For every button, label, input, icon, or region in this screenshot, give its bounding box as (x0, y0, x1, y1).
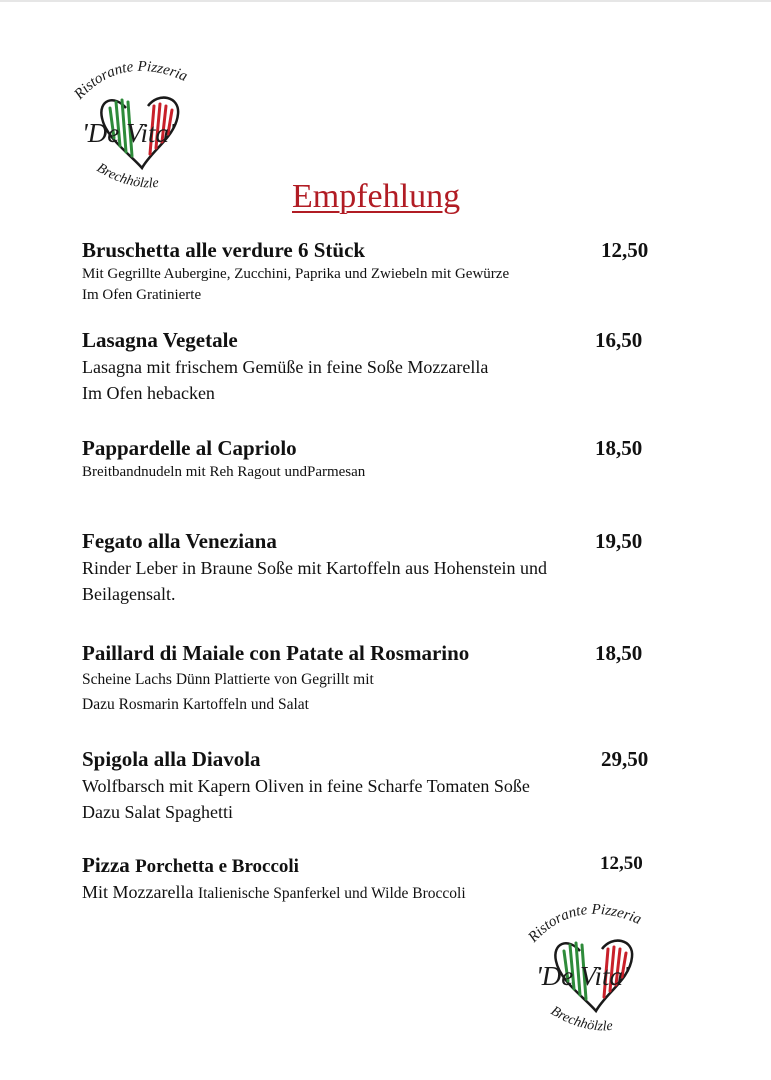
item-name: Paillard di Maiale con Patate al Rosmarino (82, 641, 470, 665)
item-name: Bruschetta alle verdure 6 Stück (82, 238, 366, 262)
logo-name: 'De Vita' (536, 961, 629, 991)
menu-item (82, 238, 662, 306)
item-price: 29,50 (601, 747, 649, 771)
item-price: 12,50 (600, 853, 643, 874)
item-price: 12,50 (601, 238, 649, 262)
logo-place: Brechhölzle (94, 160, 160, 192)
desc-lead: Mit Mozzarella (82, 882, 198, 902)
menu-item (82, 529, 662, 607)
item-name: Lasagna Vegetale (82, 328, 238, 352)
item-description: Beilagensalt. (82, 584, 176, 604)
item-name: Spigola alla Diavola (82, 747, 261, 771)
item-description: Scheine Lachs Dünn Plattierte von Gegrillt mit (82, 671, 374, 688)
logo-line-top: Ristorante Pizzeria (71, 58, 190, 103)
item-description: Dazu Rosmarin Kartoffeln und Salat (82, 696, 309, 713)
menu-item (82, 328, 662, 406)
item-name (82, 853, 299, 878)
item-description: Breitbandnudeln mit Reh Ragout undParmesan (82, 464, 366, 480)
menu-item (82, 747, 662, 825)
restaurant-logo (68, 50, 218, 200)
logo-place: Brechhölzle (548, 1003, 614, 1035)
restaurant-logo-bottom (522, 893, 672, 1043)
item-price: 16,50 (595, 328, 643, 352)
logo-line-top: Ristorante Pizzeria (525, 901, 644, 946)
item-description: Im Ofen hebacken (82, 383, 215, 403)
item-name-lead: Pizza (82, 853, 136, 877)
item-description: Rinder Leber in Braune Soße mit Kartoffeln aus Hohenstein und (82, 558, 548, 578)
top-border (0, 0, 771, 2)
item-name: Fegato alla Veneziana (82, 529, 277, 553)
desc-rest: Italienische Spanferkel und Wilde Broccoli (197, 885, 466, 902)
logo-name: 'De Vita' (82, 118, 175, 148)
item-description: Im Ofen Gratinierte (82, 287, 202, 303)
menu-item (82, 436, 662, 483)
heart-logo-graphic (522, 893, 672, 1043)
item-description: Lasagna mit frischem Gemüße in feine Soße Mozzarella (82, 357, 489, 377)
item-price: 19,50 (595, 529, 643, 553)
heart-logo-graphic (68, 50, 218, 200)
menu-item (82, 641, 662, 717)
item-name: Pappardelle al Capriolo (82, 436, 297, 460)
item-price: 18,50 (595, 641, 643, 665)
item-price: 18,50 (595, 436, 643, 460)
item-description: Mit Gegrillte Aubergine, Zucchini, Paprika und Zwiebeln mit Gewürze (82, 266, 510, 282)
item-description: Wolfbarsch mit Kapern Oliven in feine Scharfe Tomaten Soße (82, 776, 530, 796)
item-name-rest: Porchetta e Broccoli (135, 856, 299, 877)
page-title: Empfehlung (292, 178, 461, 215)
item-description: Dazu Salat Spaghetti (82, 802, 233, 822)
